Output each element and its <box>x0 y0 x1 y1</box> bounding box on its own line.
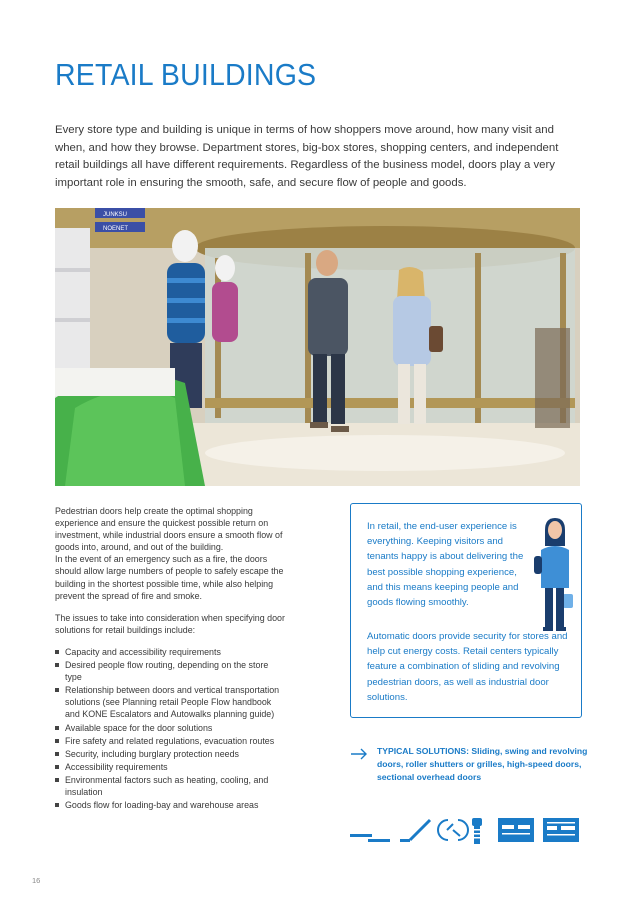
list-item-text: Fire safety and related regulations, evacuation routes <box>65 735 275 746</box>
list-item-text: Goods flow for loading-bay and warehouse areas <box>65 800 259 811</box>
arrow-right-icon <box>350 748 368 760</box>
list-item <box>55 761 287 773</box>
list-item <box>55 659 287 683</box>
list-item <box>55 799 287 811</box>
considerations-intro: The issues to take into consideration when specifying door solutions for retail buildings include: <box>55 612 285 635</box>
body-paragraph <box>55 505 287 602</box>
list-item-text: Security, including burglary protection needs <box>65 748 239 759</box>
bullet-icon <box>55 663 59 667</box>
bullet-icon <box>55 650 59 654</box>
list-item-text: Environmental factors such as heating, cooling, and insulation <box>65 774 269 797</box>
bullet-icon <box>55 803 59 807</box>
high-speed-door-icon <box>498 818 534 842</box>
bullet-icon <box>55 765 59 769</box>
swing-door-icon <box>400 820 430 842</box>
door-type-icons <box>350 812 585 851</box>
list-item-text: Accessibility requirements <box>65 761 168 772</box>
roller-shutter-icon <box>472 818 482 844</box>
callout-box <box>350 503 582 718</box>
list-item <box>55 684 287 720</box>
shopper-illustration-icon <box>533 516 575 634</box>
revolving-door-icon <box>438 820 468 840</box>
list-item <box>55 735 287 747</box>
bullet-icon <box>55 688 59 692</box>
list-item-text: Relationship between doors and vertical transportation solutions (see Planning retail People Flow handbook and KONE Escalators and Autowalks planning guide) <box>65 685 280 720</box>
bullet-icon <box>55 778 59 782</box>
photo-illustration <box>55 208 580 486</box>
bullet-icon <box>55 726 59 730</box>
body-text-column <box>55 505 287 812</box>
store-sign-2: NOENET <box>103 226 129 232</box>
page-number: 16 <box>32 876 41 885</box>
callout-body-text: Automatic doors provide security for stores and help cut energy costs. Retail centers typically feature a combination of sliding and revolving pedestrian doors, as well as industrial door solutions. <box>367 631 568 703</box>
paragraph-text-2: In the event of an emergency such as a fire, the doors should allow large numbers of people to safely escape the building in the shortest possible time, while also helping prevent the spread of fire and smoke. <box>55 554 284 601</box>
typical-solutions-text: TYPICAL SOLUTIONS: Sliding, swing and revolving doors, roller shutters or grilles, high-speed doors, sectional overhead doors <box>377 746 588 782</box>
considerations-list <box>55 646 287 811</box>
intro-paragraph: Every store type and building is unique in terms of how shoppers move around, how many visit and when, and how they browse. Department stores, big-box stores, shopping centers, and independent retail buildings all have different requirements. Regardless of the business model, doors play a very important role in ensuring the smooth, safe, and secure flow of people and goods. <box>55 124 559 189</box>
paragraph-text-1: Pedestrian doors help create the optimal shopping experience and ensure the quickest possible return on investment, while industrial doors ensure a smooth flow of goods into, around, and out of the building. <box>55 506 283 553</box>
list-item-text: Desired people flow routing, depending on the store type <box>65 660 269 683</box>
list-item <box>55 748 287 760</box>
list-item <box>55 774 287 798</box>
sectional-door-icon <box>543 818 579 842</box>
retail-entrance-photo <box>55 208 580 486</box>
sliding-door-icon <box>350 834 390 842</box>
list-item-text: Available space for the door solutions <box>65 722 213 733</box>
page-title: RETAIL BUILDINGS <box>55 57 317 92</box>
list-item <box>55 722 287 734</box>
store-sign-1: JUNKSU <box>103 212 128 218</box>
callout-lead-text: In retail, the end-user experience is everything. Keeping visitors and tenants happy is about delivering the best possible shopping experience, and this means keeping people and goods flowing smoothly. <box>367 521 524 609</box>
bullet-icon <box>55 739 59 743</box>
list-item-text: Capacity and accessibility requirements <box>65 646 221 657</box>
bullet-icon <box>55 752 59 756</box>
list-item <box>55 646 287 658</box>
